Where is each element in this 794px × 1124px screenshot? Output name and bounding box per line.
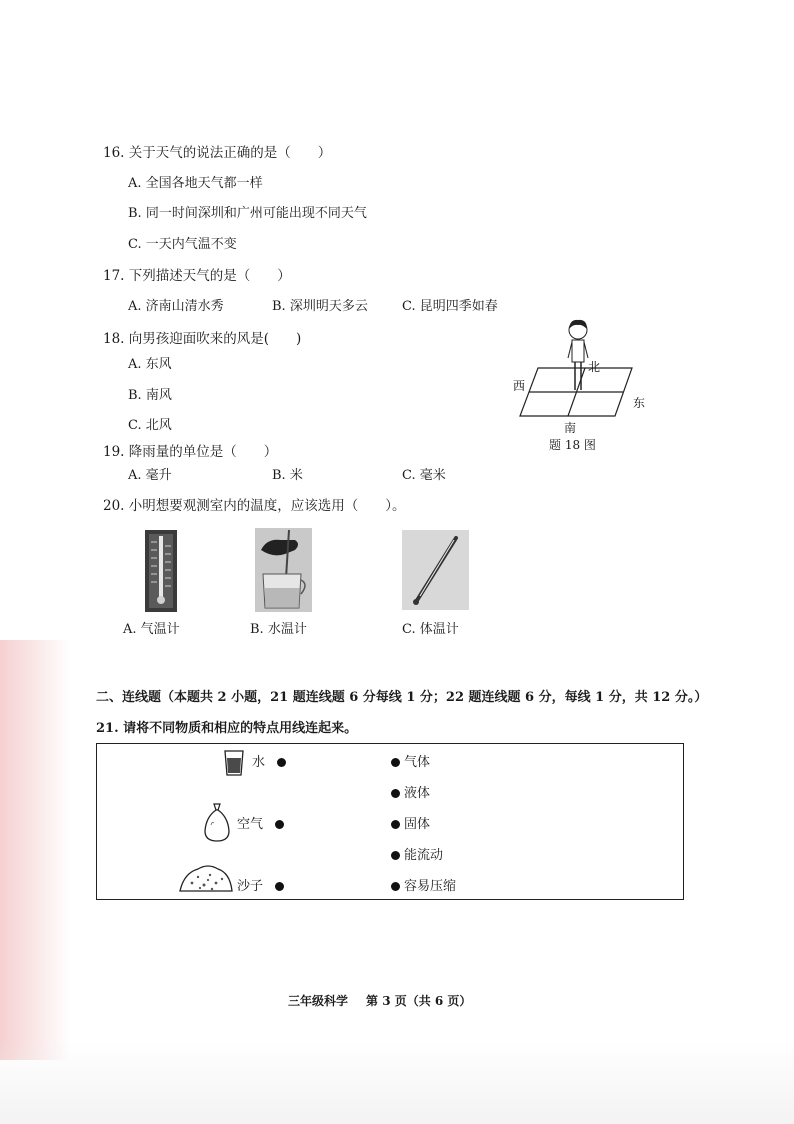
scan-shadow	[0, 1040, 794, 1124]
water-thermometer-image	[255, 528, 312, 612]
substance-sand: 沙子	[237, 879, 264, 894]
q20-option-a: A. 气温计	[123, 622, 180, 637]
property-solid-dot[interactable]	[391, 820, 400, 829]
q18-stem: 18. 向男孩迎面吹来的风是( )	[103, 331, 302, 347]
q18-option-c: C. 北风	[128, 418, 172, 433]
substance-air: 空气	[237, 817, 264, 832]
property-compress-dot[interactable]	[391, 882, 400, 891]
q17-option-c: C. 昆明四季如春	[402, 299, 498, 314]
property-solid: 固体	[404, 817, 431, 832]
property-gas-dot[interactable]	[391, 758, 400, 767]
q21-stem: 21. 请将不同物质和相应的特点用线连起来。	[96, 721, 358, 736]
property-flow-dot[interactable]	[391, 851, 400, 860]
page-footer	[288, 992, 489, 1009]
q18-option-b: B. 南风	[128, 388, 172, 403]
q18-direction-figure	[500, 318, 660, 438]
q19-stem: 19. 降雨量的单位是（ ）	[103, 444, 278, 460]
property-liquid-dot[interactable]	[391, 789, 400, 798]
east-label: 东	[633, 396, 646, 410]
q16-stem: 16. 关于天气的说法正确的是（ ）	[103, 145, 332, 161]
q17-option-a: A. 济南山清水秀	[128, 299, 224, 314]
north-label: 北	[588, 360, 601, 374]
body-thermometer-image	[402, 530, 469, 610]
section2-heading: 二、连线题（本题共 2 小题，21 题连线题 6 分每线 1 分；22 题连线题 6 分，每线 1 分，共 12 分。）	[96, 690, 708, 705]
air-thermometer-image	[145, 530, 177, 612]
property-gas: 气体	[404, 755, 431, 770]
substance-water: 水	[252, 755, 266, 770]
boy-icon	[568, 320, 588, 390]
q16-option-a: A. 全国各地天气都一样	[128, 176, 263, 191]
q20-option-b: B. 水温计	[250, 622, 307, 637]
substance-air-dot[interactable]	[275, 820, 284, 829]
property-liquid: 液体	[404, 786, 431, 801]
q19-option-a: A. 毫升	[128, 468, 172, 483]
air-bag-icon	[202, 801, 232, 843]
q16-option-c: C. 一天内气温不变	[128, 237, 237, 252]
q18-option-a: A. 东风	[128, 357, 172, 372]
q19-option-c: C. 毫米	[402, 468, 446, 483]
q18-figure-caption: 题 18 图	[549, 438, 596, 452]
property-compress: 容易压缩	[404, 879, 457, 894]
q16-option-b: B. 同一时间深圳和广州可能出现不同天气	[128, 206, 367, 221]
q19-option-b: B. 米	[272, 468, 303, 483]
q20-stem: 20. 小明想要观测室内的温度，应该选用（ ）。	[103, 498, 406, 514]
substance-sand-dot[interactable]	[275, 882, 284, 891]
compass-grid	[520, 368, 632, 416]
west-label: 西	[513, 379, 526, 393]
south-label: 南	[564, 421, 577, 435]
q20-option-c: C. 体温计	[402, 622, 459, 637]
substance-water-dot[interactable]	[277, 758, 286, 767]
footer-subject: 三年级科学	[288, 994, 349, 1008]
scan-tint	[0, 640, 70, 1060]
q17-stem: 17. 下列描述天气的是（ ）	[103, 268, 291, 284]
footer-page-number: 第 3 页（共 6 页）	[366, 994, 472, 1008]
property-flow: 能流动	[404, 848, 444, 863]
sand-pile-icon	[178, 861, 234, 895]
water-cup-icon	[223, 749, 245, 777]
q17-option-b: B. 深圳明天多云	[272, 299, 368, 314]
